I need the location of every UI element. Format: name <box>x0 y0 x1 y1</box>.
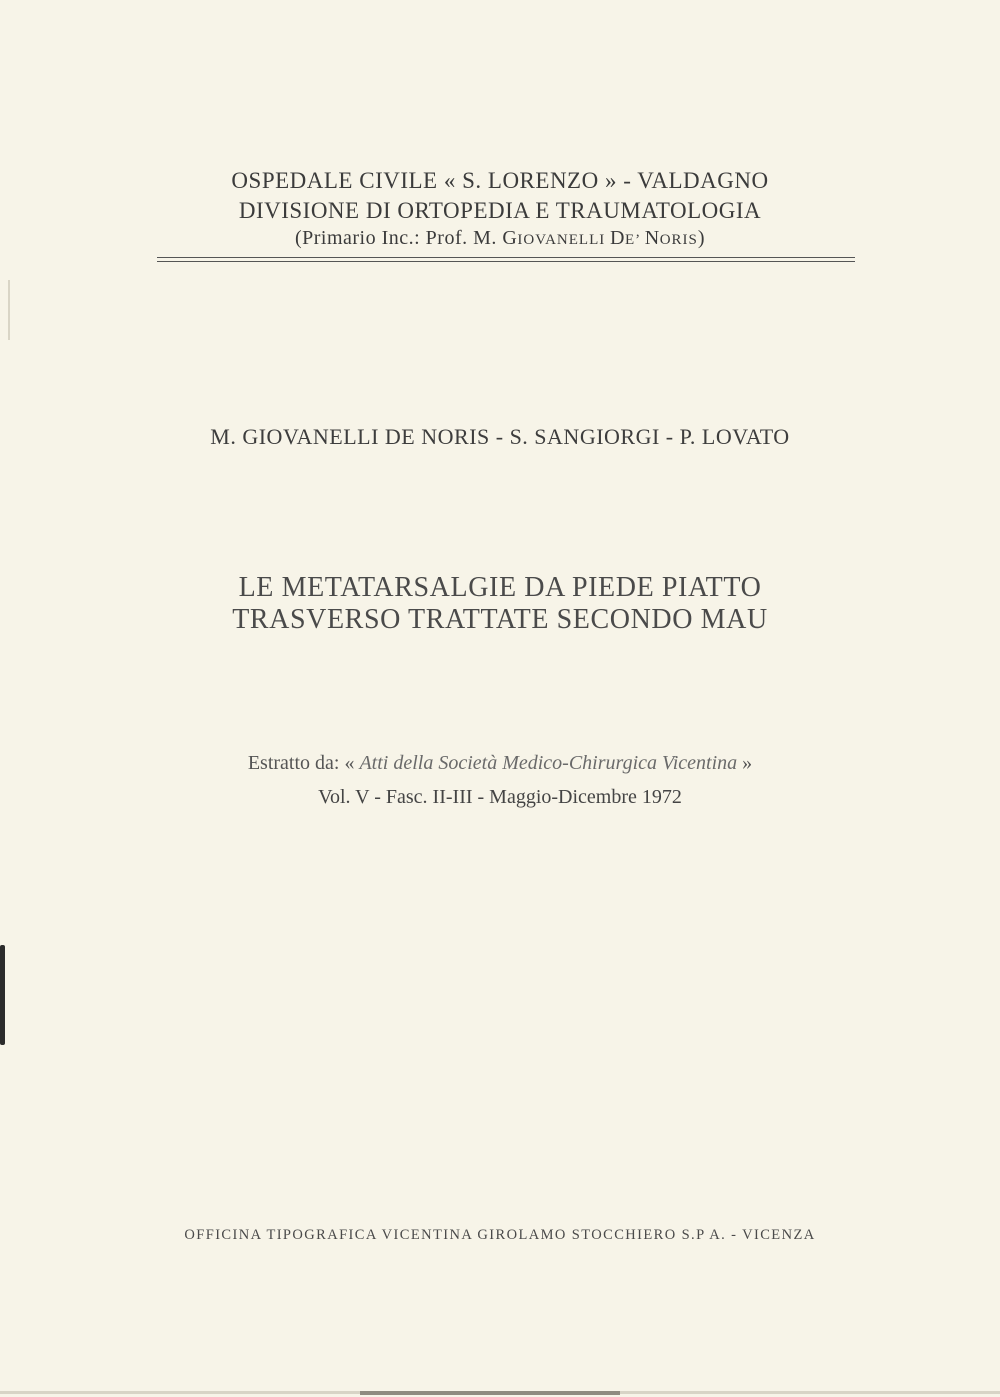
extract-source <box>0 752 1000 775</box>
header-rule-top <box>157 257 855 258</box>
hospital-name: OSPEDALE CIVILE « S. LORENZO » - VALDAGNO <box>231 168 769 193</box>
header-rule-bottom <box>157 261 855 262</box>
head-name-cap-g: G <box>502 227 518 249</box>
head-name-small-3: ORIS <box>659 232 698 248</box>
printer-imprint: OFFICINA TIPOGRAFICA VICENTINA GIROLAMO STOCCHIERO S.P A. - VICENZA <box>184 1227 816 1243</box>
head-suffix: ) <box>697 227 706 249</box>
binding-edge-mark <box>0 945 5 1045</box>
head-name-small-2: E’ <box>624 232 645 248</box>
head-name-cap-n: N <box>644 227 660 249</box>
head-name-cap-d: D <box>610 227 625 249</box>
title-line-1: LE METATARSALGIE DA PIEDE PIATTO <box>238 572 762 603</box>
bottom-page-edge-dark <box>360 1391 620 1395</box>
extract-suffix: » <box>737 752 753 774</box>
journal-title: Atti della Società Medico-Chirurgica Vicentina <box>359 752 738 774</box>
title-line-2: TRASVERSO TRATTATE SECONDO MAU <box>232 604 768 635</box>
head-name-small-1: IOVANELLI <box>517 232 610 248</box>
authors: M. GIOVANELLI DE NORIS - S. SANGIORGI - P. LOVATO <box>210 424 790 449</box>
division-name: DIVISIONE DI ORTOPEDIA E TRAUMATOLOGIA <box>238 198 762 223</box>
volume-info: Vol. V - Fasc. II-III - Maggio-Dicembre 1972 <box>318 786 682 808</box>
head-prefix: (Primario Inc.: Prof. M. <box>294 227 503 249</box>
extract-prefix: Estratto da: « <box>247 752 360 774</box>
head-of-division <box>0 227 1000 250</box>
binding-edge-faint <box>8 280 10 340</box>
